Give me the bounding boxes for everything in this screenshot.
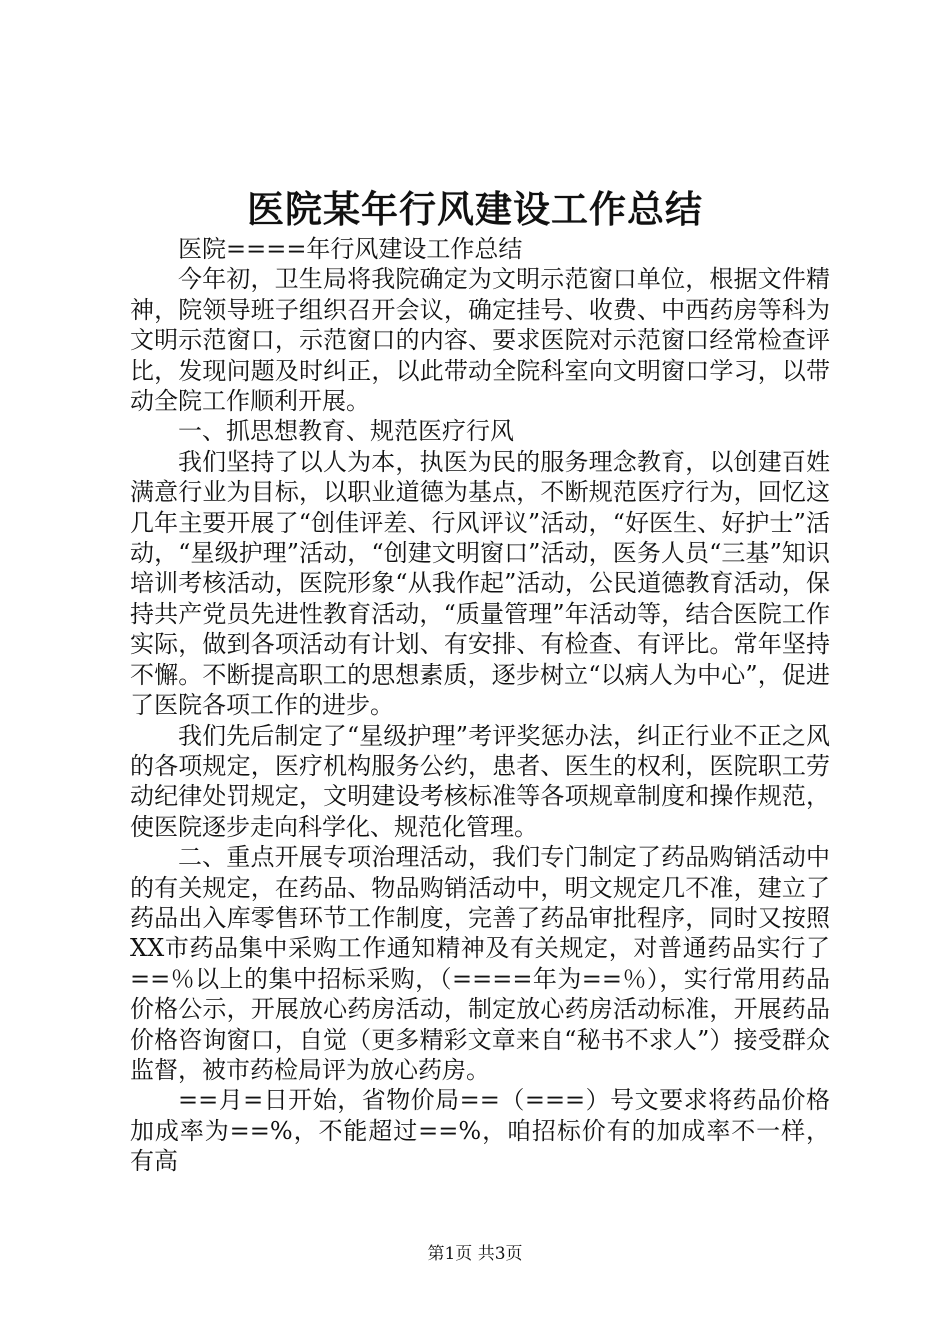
document-title: 医院某年行风建设工作总结: [247, 187, 703, 231]
page-footer: 第1页 共3页: [427, 1244, 523, 1264]
document-body: [130, 234, 830, 1177]
body-paragraph: 医院====年行风建设工作总结: [178, 235, 523, 263]
body-paragraph: 今年初，卫生局将我院确定为文明示范窗口单位，根据文件精神，院领导班子组织召开会议，确定挂号、收费、中西药房等科为文明示范窗口，示范窗口的内容、要求医院对示范窗口经常检查评比，发现问题及时纠正，以此带动全院科室向文明窗口学习，以带动全院工作顺利开展。: [130, 265, 830, 416]
section-heading: 一、抓思想教育、规范医疗行风: [178, 417, 514, 446]
body-paragraph: ==月=日开始，省物价局==（===）号文要求将药品价格加成率为==%，不能超过==%，咱招标价有的加成率不一样，有高: [130, 1086, 830, 1176]
body-paragraph: 二、重点开展专项治理活动，我们专门制定了药品购销活动中的有关规定，在药品、物品购销活动中，明文规定几不准，建立了药品出入库零售环节工作制度，完善了药品审批程序，同时又按照XX市药品集中采购工作通知精神及有关规定，对普通药品实行了==％以上的集中招标采购，（====年为==％），实行常用药品价格公示，开展放心药房活动，制定放心药房活动标准，开展药品价格咨询窗口，自觉（更多精彩文章来自“秘书不求人”）接受群众监督，被市药检局评为放心药房。: [130, 843, 830, 1084]
body-paragraph: 我们先后制定了“星级护理”考评奖惩办法，纠正行业不正之风的各项规定，医疗机构服务公约，患者、医生的权利，医院职工劳动纪律处罚规定，文明建设考核标准等各项规章制度和操作规范，使医院逐步走向科学化、规范化管理。: [130, 721, 830, 841]
body-paragraph: 我们坚持了以人为本，执医为民的服务理念教育，以创建百姓满意行业为目标，以职业道德为基点，不断规范医疗行为，回忆这几年主要开展了“创佳评差、行风评议”活动，“好医生、好护士”活动，“星级护理”活动，“创建文明窗口”活动，医务人员“三基”知识培训考核活动，医院形象“从我作起”活动，公民道德教育活动，保持共产党员先进性教育活动，“质量管理”年活动等，结合医院工作实际，做到各项活动有计划、有安排、有检查、有评比。常年坚持不懈。不断提高职工的思想素质，逐步树立“以病人为中心”，促进了医院各项工作的进步。: [130, 447, 830, 720]
